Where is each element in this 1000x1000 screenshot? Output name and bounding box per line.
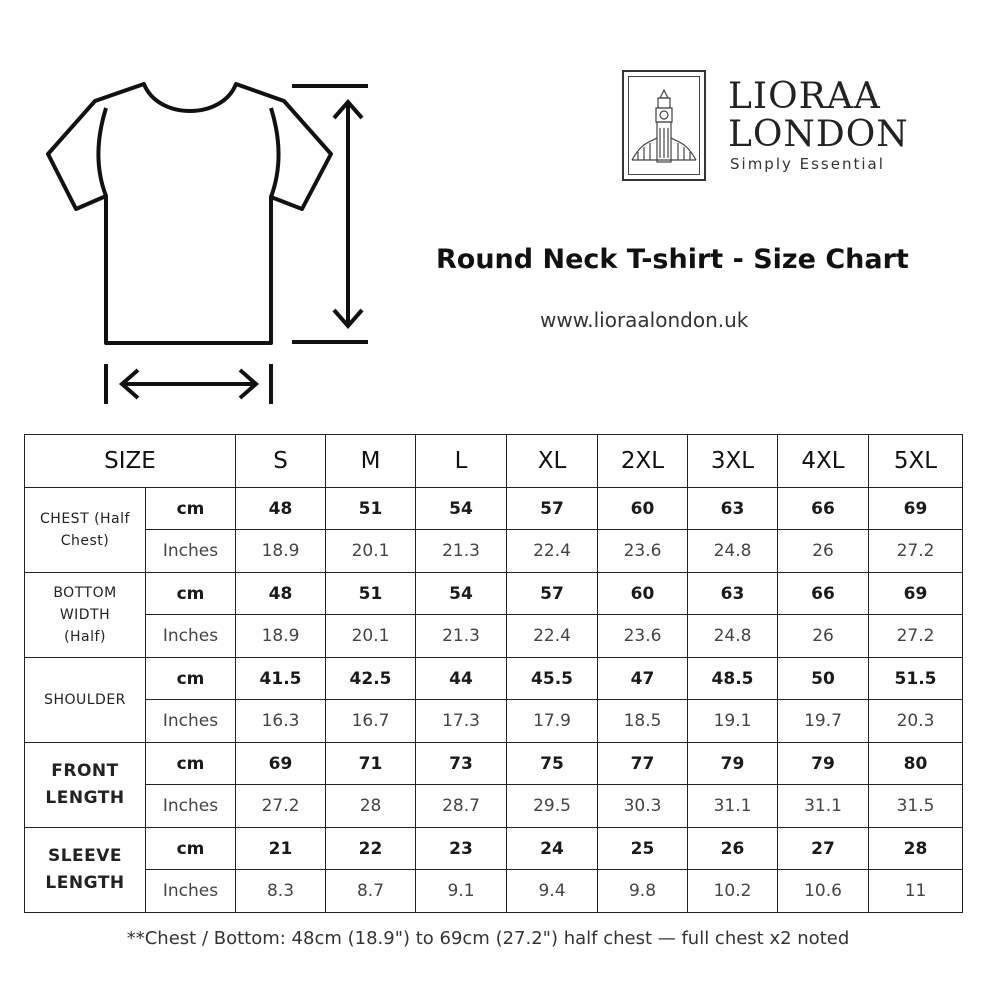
table-cell: 41.5	[236, 658, 326, 700]
group-label-line: WIDTH	[59, 607, 111, 623]
table-cell: 48	[236, 573, 326, 615]
table-cell: 69	[236, 743, 326, 785]
group-label-line: BOTTOM	[53, 585, 117, 601]
table-cell: 66	[778, 488, 869, 530]
tshirt-outline-icon	[48, 84, 331, 343]
table-cell: 75	[507, 743, 598, 785]
unit-label-inches: Inches	[146, 615, 236, 658]
brand-name	[728, 78, 909, 154]
group-label-line: SLEEVE	[47, 846, 123, 866]
table-cell: 9.8	[598, 870, 688, 913]
table-cell: 66	[778, 573, 869, 615]
table-cell: 48.5	[688, 658, 778, 700]
table-cell: 27.2	[236, 785, 326, 828]
table-cell: 29.5	[507, 785, 598, 828]
table-cell: 30.3	[598, 785, 688, 828]
table-cell: 26	[778, 615, 869, 658]
table-cell: 71	[326, 743, 416, 785]
size-col-header: XL	[507, 435, 598, 488]
table-cell: 25	[598, 828, 688, 870]
table-cell: 50	[778, 658, 869, 700]
table-cell: 27	[778, 828, 869, 870]
size-chart-table	[24, 434, 963, 913]
unit-label-inches: Inches	[146, 530, 236, 573]
group-label-line: LENGTH	[45, 788, 125, 808]
size-col-header: M	[326, 435, 416, 488]
table-row	[25, 615, 963, 658]
table-cell: 20.1	[326, 615, 416, 658]
table-cell: 54	[416, 573, 507, 615]
table-cell: 16.3	[236, 700, 326, 743]
table-cell: 57	[507, 573, 598, 615]
table-cell: 47	[598, 658, 688, 700]
size-col-header: L	[416, 435, 507, 488]
group-label-line: CHEST (Half	[40, 511, 130, 527]
table-cell: 21.3	[416, 615, 507, 658]
table-cell: 24.8	[688, 615, 778, 658]
table-cell: 63	[688, 488, 778, 530]
table-cell: 20.3	[869, 700, 963, 743]
table-cell: 31.1	[778, 785, 869, 828]
table-cell: 31.5	[869, 785, 963, 828]
group-label-line: SHOULDER	[44, 692, 126, 708]
size-header: SIZE	[25, 435, 236, 488]
table-cell: 27.2	[869, 615, 963, 658]
unit-label-cm: cm	[146, 743, 236, 785]
footnote: **Chest / Bottom: 48cm (18.9") to 69cm (27.2") half chest — full chest x2 noted	[126, 928, 850, 949]
table-row	[25, 488, 963, 530]
table-cell: 60	[598, 488, 688, 530]
website-url: www.lioraalondon.uk	[540, 308, 749, 332]
tshirt-diagram	[0, 0, 400, 420]
unit-label-cm: cm	[146, 488, 236, 530]
table-cell: 16.7	[326, 700, 416, 743]
table-cell: 19.7	[778, 700, 869, 743]
table-row	[25, 573, 963, 615]
size-col-header: 5XL	[869, 435, 963, 488]
table-header-row	[25, 435, 963, 488]
table-cell: 22.4	[507, 615, 598, 658]
size-col-header: 3XL	[688, 435, 778, 488]
table-cell: 9.1	[416, 870, 507, 913]
table-cell: 80	[869, 743, 963, 785]
brand-name-line2: LONDON	[728, 114, 909, 155]
group-label-bottom-width	[25, 573, 146, 658]
group-label-chest	[25, 488, 146, 573]
group-label-sleeve-length	[25, 828, 146, 913]
table-cell: 63	[688, 573, 778, 615]
unit-label-cm: cm	[146, 658, 236, 700]
table-cell: 18.9	[236, 530, 326, 573]
table-cell: 51	[326, 573, 416, 615]
table-cell: 26	[778, 530, 869, 573]
table-cell: 23.6	[598, 615, 688, 658]
table-row	[25, 828, 963, 870]
table-row	[25, 870, 963, 913]
table-cell: 27.2	[869, 530, 963, 573]
group-label-shoulder	[25, 658, 146, 743]
table-row	[25, 530, 963, 573]
table-cell: 51	[326, 488, 416, 530]
table-cell: 24.8	[688, 530, 778, 573]
table-cell: 11	[869, 870, 963, 913]
table-cell: 8.7	[326, 870, 416, 913]
table-cell: 23	[416, 828, 507, 870]
group-label-front-length	[25, 743, 146, 828]
unit-label-cm: cm	[146, 573, 236, 615]
table-cell: 10.6	[778, 870, 869, 913]
size-col-header: 4XL	[778, 435, 869, 488]
unit-label-inches: Inches	[146, 700, 236, 743]
page-title: Round Neck T-shirt - Size Chart	[436, 244, 909, 275]
table-row	[25, 785, 963, 828]
table-cell: 17.9	[507, 700, 598, 743]
unit-label-inches: Inches	[146, 785, 236, 828]
brand-tagline: Simply Essential	[730, 155, 885, 173]
table-cell: 51.5	[869, 658, 963, 700]
table-cell: 10.2	[688, 870, 778, 913]
table-cell: 79	[688, 743, 778, 785]
table-row	[25, 743, 963, 785]
table-row	[25, 700, 963, 743]
group-label-line: LENGTH	[45, 873, 125, 893]
table-cell: 54	[416, 488, 507, 530]
group-label-line: FRONT	[51, 761, 119, 781]
table-cell: 73	[416, 743, 507, 785]
table-cell: 8.3	[236, 870, 326, 913]
table-cell: 28	[869, 828, 963, 870]
table-cell: 45.5	[507, 658, 598, 700]
table-cell: 44	[416, 658, 507, 700]
group-label-line: (Half)	[64, 629, 106, 645]
brand-logo	[622, 70, 706, 181]
table-cell: 79	[778, 743, 869, 785]
table-cell: 22.4	[507, 530, 598, 573]
table-cell: 19.1	[688, 700, 778, 743]
table-cell: 21	[236, 828, 326, 870]
table-cell: 69	[869, 573, 963, 615]
group-label-line: Chest)	[60, 533, 110, 549]
table-cell: 28.7	[416, 785, 507, 828]
table-cell: 31.1	[688, 785, 778, 828]
table-cell: 77	[598, 743, 688, 785]
table-cell: 48	[236, 488, 326, 530]
table-cell: 24	[507, 828, 598, 870]
table-row	[25, 658, 963, 700]
table-cell: 28	[326, 785, 416, 828]
table-cell: 22	[326, 828, 416, 870]
table-cell: 9.4	[507, 870, 598, 913]
unit-label-inches: Inches	[146, 870, 236, 913]
table-cell: 18.9	[236, 615, 326, 658]
table-cell: 18.5	[598, 700, 688, 743]
table-cell: 20.1	[326, 530, 416, 573]
size-col-header: S	[236, 435, 326, 488]
table-cell: 17.3	[416, 700, 507, 743]
table-cell: 69	[869, 488, 963, 530]
table-cell: 57	[507, 488, 598, 530]
london-tower-logo-icon	[624, 72, 704, 179]
unit-label-cm: cm	[146, 828, 236, 870]
table-cell: 26	[688, 828, 778, 870]
table-cell: 23.6	[598, 530, 688, 573]
table-cell: 42.5	[326, 658, 416, 700]
size-col-header: 2XL	[598, 435, 688, 488]
table-cell: 21.3	[416, 530, 507, 573]
brand-name-line1: LIORAA	[728, 76, 881, 117]
width-arrow-icon	[106, 364, 271, 404]
table-cell: 60	[598, 573, 688, 615]
